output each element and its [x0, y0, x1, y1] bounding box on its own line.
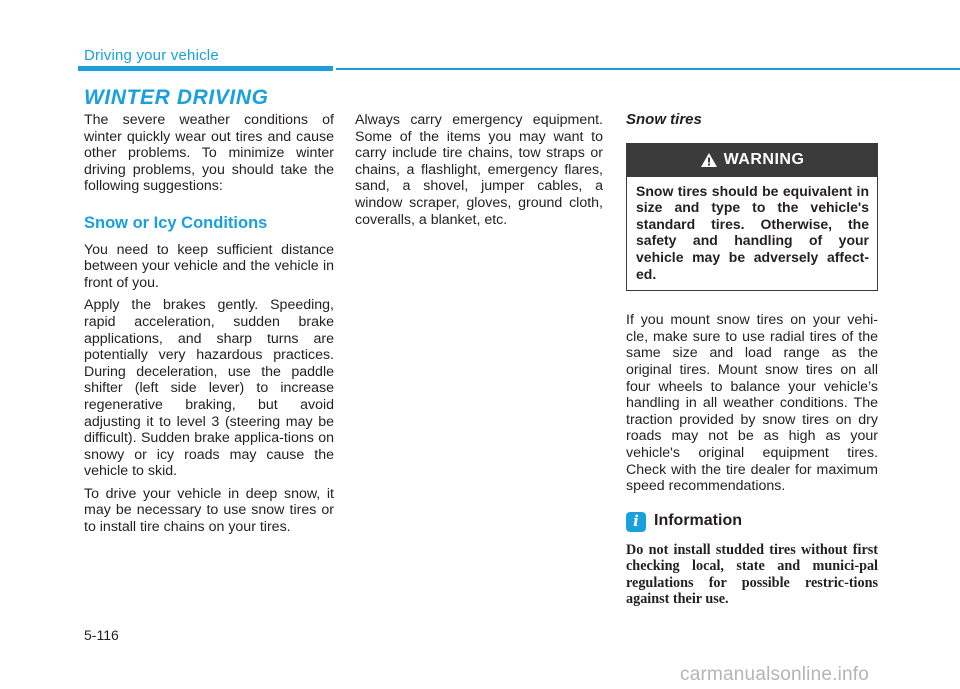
column-1 — [84, 112, 334, 542]
watermark: carmanualsonline.info — [680, 664, 870, 685]
paragraph-deep-snow: To drive your vehicle in deep snow, it may be necessary to use snow tires or to install tire chains on your tires. — [84, 485, 334, 536]
information-text: Do not install studded tires without first checking local, state and munici-pal regulations for possible restric-tions against their use. — [626, 541, 878, 608]
page-title: WINTER DRIVING — [84, 86, 269, 109]
warning-label: WARNING — [723, 150, 805, 168]
paragraph-distance: You need to keep sufficient distance between your vehicle and the vehicle in front of you. — [84, 241, 334, 291]
info-icon: i — [626, 512, 646, 532]
information-header — [626, 512, 878, 532]
paragraph-brakes: Apply the brakes gently. Speeding, rapid acceleration, sudden brake applications, and sharp turns are potentially very hazardous practices. During deceleration, use the paddle shifter (left side lever) to increase regenerative braking, but avoid adjusting it to level 3 (steering may be difficult). Sudden brake applica-tions on snowy or icy roads may cause the vehicle to skid. — [84, 297, 334, 480]
header-rule-thin — [336, 68, 960, 70]
warning-triangle-icon — [700, 152, 718, 168]
paragraph-mount-snow-tires: If you mount snow tires on your vehi-cle, make sure to use radial tires of the same size and load range as the original tires. Mount snow tires on all four wheels to balance your vehicle’s handling in all weather conditions. The traction provided by snow tires on dry roads may not be as high as your vehicle's original equipment tires. Check with the tire dealer for maximum speed recommendations. — [626, 312, 878, 495]
subheading-snow-icy: Snow or Icy Conditions — [84, 213, 268, 232]
warning-header — [627, 144, 877, 177]
information-heading: Information — [654, 512, 742, 530]
warning-box — [626, 143, 878, 292]
intro-paragraph: The severe weather conditions of winter quickly wear out tires and cause other problems. To minimize winter driving problems, you should take the following suggestions: — [84, 112, 334, 195]
header-rule-thick — [78, 66, 333, 71]
paragraph-emergency-equipment: Always carry emergency equipment. Some of the items you may want to carry include tire chains, tow straps or chains, a flashlight, emergency flares, sand, a shovel, jumper cables, a window scraper, gloves, ground cloth, coveralls, a blanket, etc. — [355, 112, 603, 228]
snow-tires-title: Snow tires — [626, 111, 702, 128]
warning-text: Snow tires should be equivalent in size and type to the vehicle's standard tires. Otherwise, the safety and handling of your vehicle may be adversely affect-ed. — [636, 182, 869, 282]
page-number: 5-116 — [84, 627, 119, 643]
column-3 — [626, 112, 878, 614]
column-2 — [355, 112, 603, 234]
section-label: Driving your vehicle — [84, 47, 219, 64]
